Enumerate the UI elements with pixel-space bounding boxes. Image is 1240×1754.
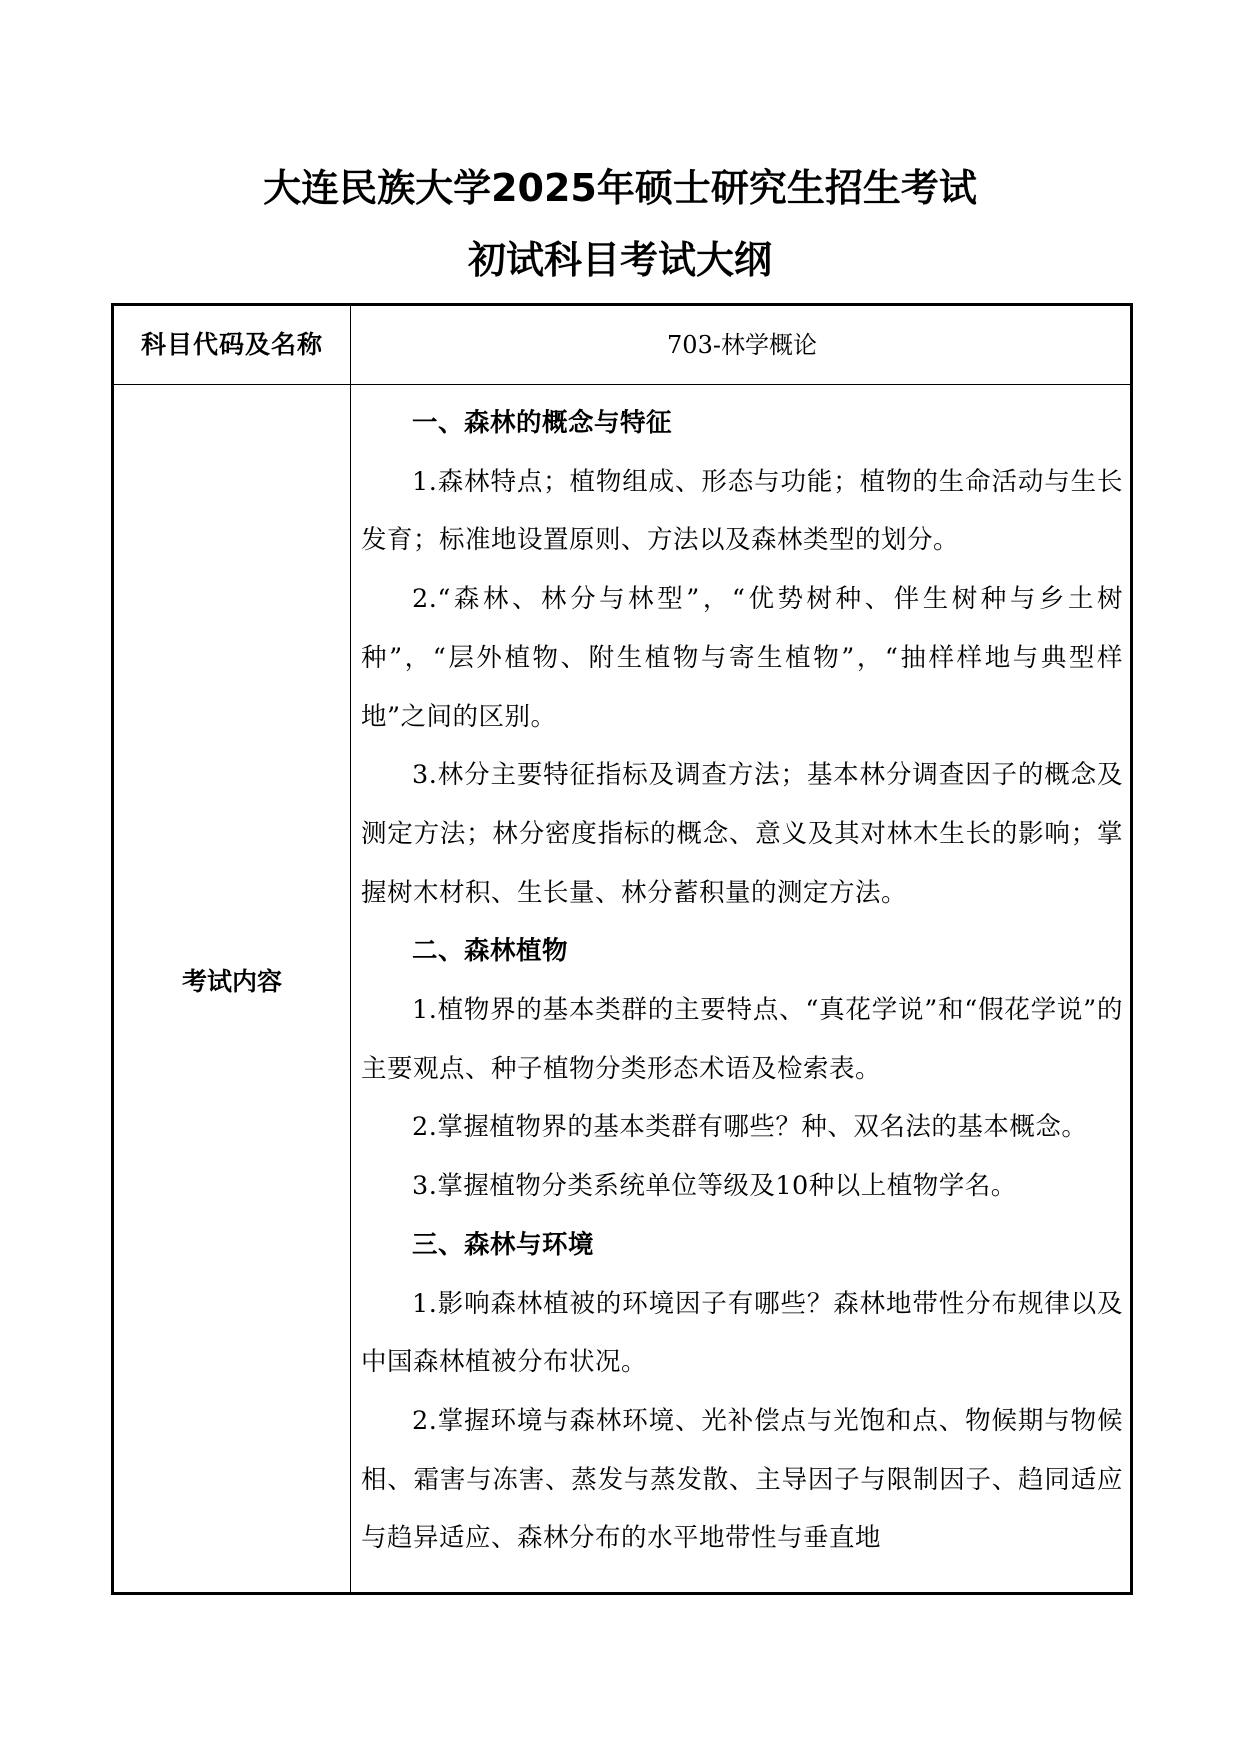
content-paragraph: 2.掌握植物界的基本类群有哪些？种、双名法的基本概念。 bbox=[412, 1112, 1088, 1143]
section-heading: 二、森林植物 bbox=[412, 936, 569, 967]
subject-value: 703-林学概论 bbox=[667, 331, 817, 359]
content-paragraph: 1.影响森林植被的环境因子有哪些？森林地带性分布规律以及中国森林植被分布状况。 bbox=[361, 1288, 1123, 1378]
section-heading: 一、森林的概念与特征 bbox=[412, 408, 673, 438]
subject-label: 科目代码及名称 bbox=[140, 330, 323, 359]
content-paragraph: 2.掌握环境与森林环境、光补偿点与光饱和点、物候期与物候相、霜害与冻害、蒸发与蒸发散、主导因子与限制因子、趋同适应与趋异适应、森林分布的水平地带性与垂直地 bbox=[361, 1405, 1123, 1554]
section-heading: 三、森林与环境 bbox=[412, 1229, 595, 1260]
content-paragraph: 3.林分主要特征指标及调查方法；基本林分调查因子的概念及测定方法；林分密度指标的概念、意义及其对林木生长的影响；掌握树木材积、生长量、林分蓄积量的测定方法。 bbox=[361, 760, 1123, 908]
document-title-line1: 大连民族大学2025年硕士研究生招生考试 bbox=[263, 166, 977, 210]
outline-table bbox=[111, 303, 1133, 1595]
content-paragraph: 1.植物界的基本类群的主要特点、“真花学说”和“假花学说”的主要观点、种子植物分类形态术语及检索表。 bbox=[361, 995, 1123, 1084]
column-divider bbox=[350, 306, 351, 1592]
content-label: 考试内容 bbox=[181, 967, 282, 996]
document-title-line2: 初试科目考试大纲 bbox=[467, 238, 772, 282]
content-paragraph: 2.“森林、林分与林型”，“优势树种、伴生树种与乡土树种”，“层外植物、附生植物与寄生植物”，“抽样样地与典型样地”之间的区别。 bbox=[361, 584, 1123, 732]
content-cell bbox=[361, 385, 1123, 1592]
content-paragraph: 3.掌握植物分类系统单位等级及10种以上植物学名。 bbox=[412, 1171, 1017, 1202]
content-paragraph: 1.森林特点；植物组成、形态与功能；植物的生命活动与生长发育；标准地设置原则、方法以及森林类型的划分。 bbox=[361, 466, 1123, 556]
